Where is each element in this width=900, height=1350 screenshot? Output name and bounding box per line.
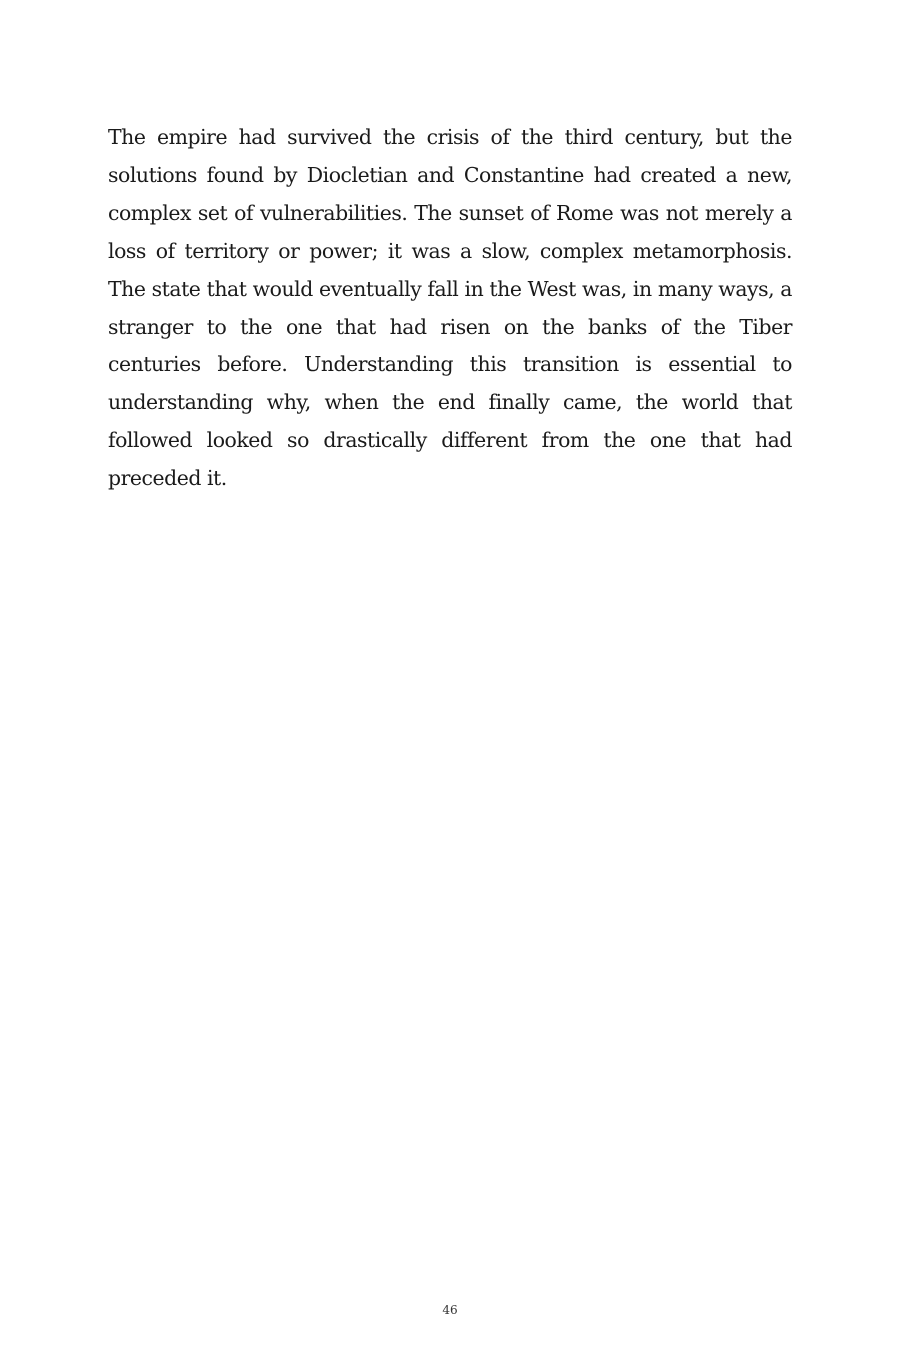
page-number: 46 [442, 1303, 458, 1317]
body-paragraph: The empire had survived the crisis of the third century, but the solutions found by Diocletian and Constantine had created a new, complex set of vulnerabilities. The sunset of Rome was not merely a loss of territory or power; it was a slow, complex metamorphosis. The state that would eventually fall in the West was, in many ways, a stranger to the one that had risen on the banks of the Tiber centuries before. Understanding this transition is essential to understanding why, when the end finally came, the world that followed looked so drastically different from the one that had preceded it. [108, 125, 792, 491]
